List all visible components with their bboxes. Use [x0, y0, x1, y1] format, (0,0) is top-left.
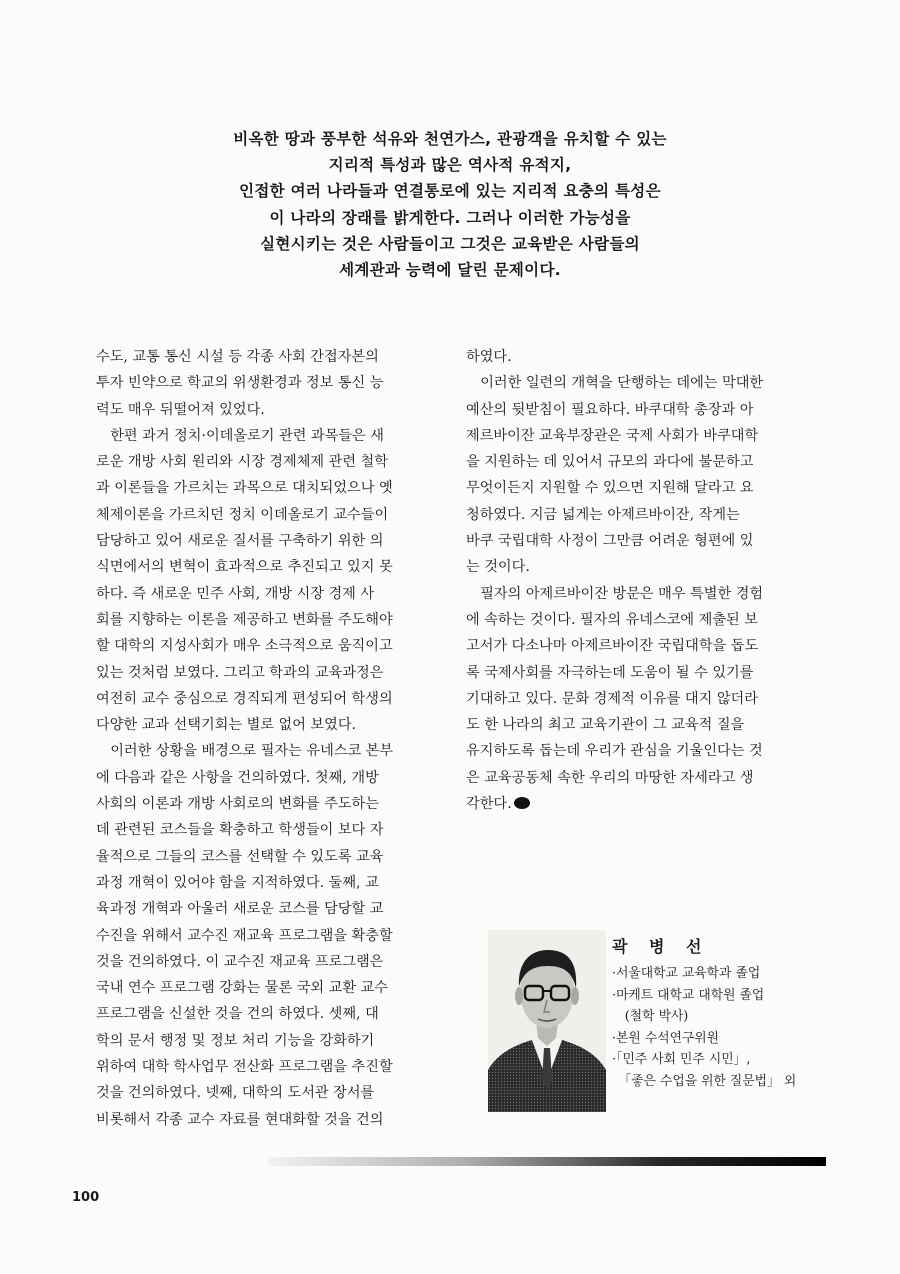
text-line: 력도 매우 뒤떨어져 있었다. — [96, 401, 265, 418]
pull-quote-line: 세계관과 능력에 달린 문제이다. — [339, 261, 561, 280]
text-line: 무엇이든지 지원할 수 있으면 지원해 달라고 요 — [466, 480, 754, 497]
bio-line: (철학 박사) — [612, 1009, 689, 1025]
text-line: 을 지원하는 데 있어서 규모의 과다에 불문하고 — [466, 454, 754, 471]
text-line: 것을 건의하였다. 이 교수진 재교육 프로그램은 — [96, 953, 384, 970]
text-line: 학의 문서 행정 및 정보 처리 기능을 강화하기 — [96, 1032, 375, 1049]
text-line: 과정 개혁이 있어야 함을 지적하였다. 둘째, 교 — [96, 874, 379, 891]
body-column-left — [96, 344, 441, 1133]
text-line: 것을 건의하였다. 넷째, 대학의 도서관 장서를 — [96, 1085, 375, 1102]
text-line: 필자의 아제르바이잔 방문은 매우 특별한 경험 — [466, 585, 764, 602]
page-number: 100 — [72, 1190, 100, 1205]
text-line: 과 이론들을 가르치는 과목으로 대치되었으나 옛 — [96, 480, 393, 497]
text-line: 있는 것처럼 보였다. 그리고 학과의 교육과정은 — [96, 664, 384, 681]
text-line: 록 국제사회를 자극하는데 도움이 될 수 있기를 — [466, 664, 754, 681]
text-line: 식면에서의 변혁이 효과적으로 추진되고 있지 못 — [96, 559, 393, 576]
pull-quote-line: 비옥한 땅과 풍부한 석유와 천연가스, 관광객을 유치할 수 있는 — [233, 130, 667, 148]
end-mark-icon — [514, 797, 530, 809]
text-line: 수도, 교통 통신 시설 등 각종 사회 간접자본의 — [96, 349, 379, 365]
text-line: 사회의 이론과 개방 사회로의 변화를 주도하는 — [96, 796, 379, 813]
text-line: 는 것이다. — [466, 559, 530, 576]
text-line: 할 대학의 지성사회가 매우 소극적으로 움직이고 — [96, 638, 393, 655]
text-line: 담당하고 있어 새로운 질서를 구축하기 위한 의 — [96, 533, 384, 550]
text-line: 에 다음과 같은 사항을 건의하였다. 첫째, 개방 — [96, 769, 379, 786]
text-line: 이러한 일련의 개혁을 단행하는 데에는 막대한 — [466, 375, 764, 392]
text-line: 수진을 위해서 교수진 재교육 프로그램을 확충할 — [96, 927, 393, 944]
text-line: 국내 연수 프로그램 강화는 물론 국외 교환 교수 — [96, 980, 388, 997]
pull-quote-line: 인접한 여러 나라들과 연결통로에 있는 지리적 요충의 특성은 — [239, 182, 661, 201]
text-line: 고서가 다소나마 아제르바이잔 국립대학을 돕도 — [466, 638, 759, 655]
author-photo — [488, 930, 606, 1112]
author-bio — [612, 934, 796, 1093]
pull-quote-line: 이 나라의 장래를 밝게한다. 그러나 이러한 가능성을 — [269, 208, 631, 227]
text-line: 유지하도록 돕는데 우리가 관심을 기울인다는 것 — [466, 743, 763, 760]
text-line: 위하여 대학 학사업무 전산화 프로그램을 추진할 — [96, 1059, 393, 1076]
text-line: 한편 과거 정치·이데올로기 관련 과목들은 새 — [96, 427, 384, 444]
text-line: 데 관련된 코스들을 확충하고 학생들이 보다 자 — [96, 822, 384, 839]
text-line-last — [466, 791, 818, 817]
text-line: 청하였다. 지금 넓게는 아제르바이잔, 작게는 — [466, 506, 740, 523]
text-line: 육과정 개혁과 아울러 새로운 코스를 담당할 교 — [96, 901, 384, 918]
bio-line: ·서울대학교 교육학과 졸업 — [612, 966, 761, 981]
bio-line: ·마케트 대학교 대학원 졸업 — [612, 987, 765, 1003]
text-line: 이러한 상황을 배경으로 필자는 유네스코 본부 — [96, 743, 394, 760]
bio-line: ·본원 수석연구위원 — [612, 1030, 720, 1046]
author-name: 곽 병 선 — [612, 937, 710, 956]
text-line: 회를 지향하는 이론을 제공하고 변화를 주도해야 — [96, 611, 393, 628]
text-line: 하다. 즉 새로운 민주 사회, 개방 시장 경제 사 — [96, 585, 375, 602]
text-line: 프로그램을 신설한 것을 건의 하였다. 셋째, 대 — [96, 1006, 379, 1023]
text-line: 바쿠 국립대학 사정이 그만큼 어려운 형편에 있 — [466, 533, 754, 550]
bio-line: 「좋은 수업을 위한 질문법」 외 — [612, 1073, 797, 1089]
text-line: 다양한 교과 선택기회는 별로 없어 보였다. — [96, 717, 357, 734]
body-column-right — [466, 344, 818, 817]
footer-divider — [268, 1154, 826, 1170]
text-line: 체제이론을 가르치던 정치 이데올로기 교수들이 — [96, 506, 389, 523]
text-line: 비롯해서 각종 교수 자료를 현대화할 것을 건의 — [96, 1111, 384, 1128]
text-line: 로운 개방 사회 원리와 시장 경제체제 관련 철학 — [96, 454, 388, 471]
text-line: 에 속하는 것이다. 필자의 유네스코에 제출된 보 — [466, 611, 758, 628]
text-line: 여전히 교수 중심으로 경직되게 편성되어 학생의 — [96, 690, 393, 707]
text-line: 율적으로 그들의 코스를 선택할 수 있도록 교육 — [96, 848, 384, 865]
text-line: 제르바이잔 교육부장관은 국제 사회가 바쿠대학 — [466, 427, 759, 444]
text-line: 하였다. — [466, 349, 512, 365]
bio-line: ·「민주 사회 민주 시민」, — [612, 1052, 751, 1068]
text-line: 도 한 나라의 최고 교육기관이 그 교육적 질을 — [466, 717, 745, 734]
text-line-end: 각한다. — [466, 796, 512, 813]
text-line: 예산의 뒷받침이 필요하다. 바쿠대학 총장과 아 — [466, 401, 754, 418]
pull-quote-line: 실현시키는 것은 사람들이고 그것은 교육받은 사람들의 — [260, 234, 640, 253]
pull-quote — [200, 126, 700, 283]
text-line: 투자 빈약으로 학교의 위생환경과 정보 통신 능 — [96, 375, 384, 392]
text-line: 은 교육공동체 속한 우리의 마땅한 자세라고 생 — [466, 769, 754, 786]
pull-quote-line: 지리적 특성과 많은 역사적 유적지, — [328, 156, 572, 175]
text-line: 기대하고 있다. 문화 경제적 이유를 대지 않더라 — [466, 690, 758, 707]
